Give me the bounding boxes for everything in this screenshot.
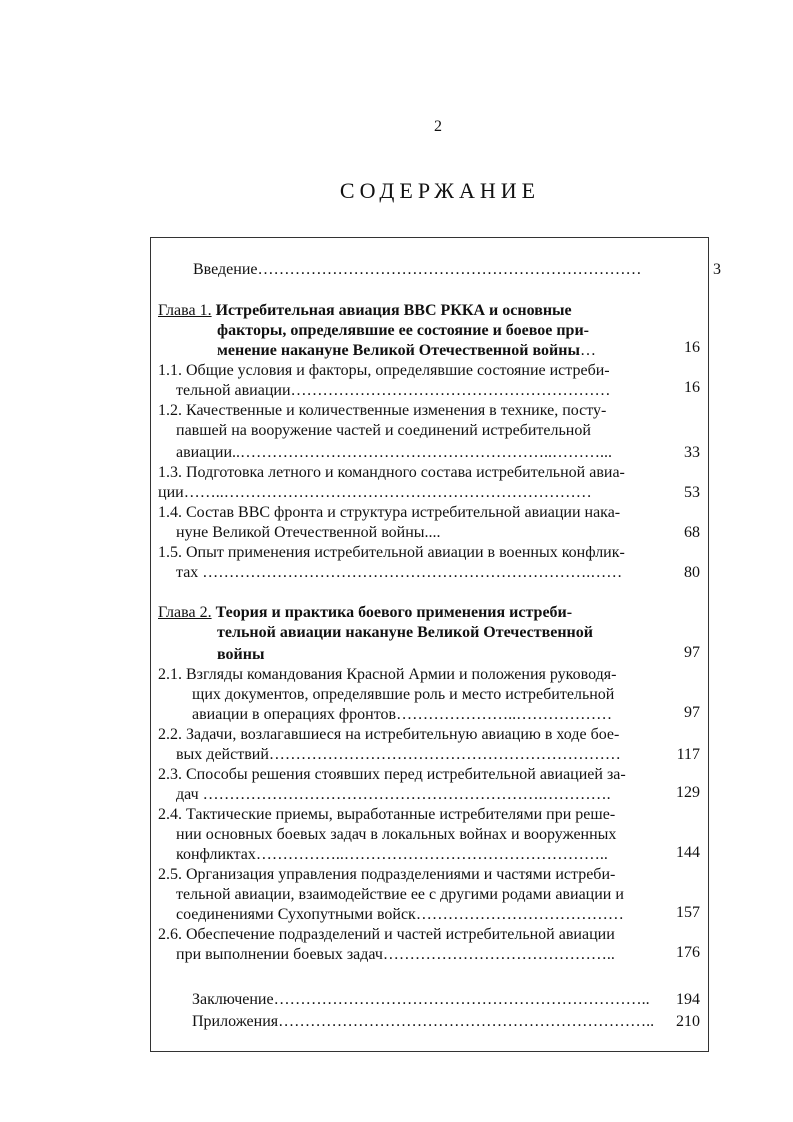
toc-page-number: 16 — [684, 379, 700, 396]
toc-entry-text: 2.5. Организация управления подразделениями и частями истреби- — [158, 866, 616, 883]
toc-entry-text: нуне Великой Отечественной войны.... — [176, 524, 441, 541]
toc-entry-text: дач ……………………………………………………….…………. — [176, 786, 611, 803]
chapter-label: Глава 2. — [158, 604, 212, 621]
chapter-title: тельной авиации накануне Великой Отечественной — [217, 624, 593, 641]
chapter-label: Глава 1. — [158, 302, 212, 319]
toc-page-number: 3 — [713, 261, 721, 278]
toc-entry-text: павшей на вооружение частей и соединений истребительной — [176, 422, 591, 439]
toc-page-number: 210 — [676, 1013, 700, 1030]
toc-page-number: 53 — [684, 484, 700, 501]
toc-entry-text: 1.4. Состав ВВС фронта и структура истребительной авиации нака- — [158, 504, 621, 521]
toc-entry-text: авиации..…………………………………………………..………... — [176, 444, 613, 461]
toc-entry-text: 1.1. Общие условия и факторы, определявшие состояние истреби- — [158, 362, 610, 379]
toc-entry-text: авиации в операциях фронтов…………………..……………… — [192, 706, 613, 723]
toc-page-number: 97 — [684, 644, 700, 661]
toc-entry-text: 1.2. Качественные и количественные изменения в технике, посту- — [158, 402, 607, 419]
toc-entry-text: 1.5. Опыт применения истребительной авиации в военных конфлик- — [158, 544, 625, 561]
toc-entry-text: щих документов, определявшие роль и место истребительной — [192, 686, 615, 703]
toc-page-number: 194 — [676, 991, 700, 1008]
page-title: СОДЕРЖАНИЕ — [339, 178, 541, 203]
toc-page-number: 68 — [684, 524, 700, 541]
chapter-title: факторы, определявшие ее состояние и боевое при- — [217, 322, 589, 339]
toc-entry-text: Введение……………………………………………………………… — [193, 261, 642, 278]
page-number: 2 — [434, 118, 442, 135]
toc-entry-text: вых действий………………………………………………………… — [176, 746, 621, 763]
chapter-title: менение накануне Великой Отечественной войны — [217, 342, 580, 359]
toc-entry-text: нии основных боевых задач в локальных войнах и вооруженных — [176, 826, 617, 843]
toc-entry-text: соединениями Сухопутными войск………………………………… — [176, 906, 624, 923]
toc-entry-text: 2.1. Взгляды командования Красной Армии и положения руководя- — [158, 666, 617, 683]
toc-entry-text: ции……..…………………………………………………………… — [158, 484, 592, 501]
leader-dots: … — [579, 342, 596, 359]
chapter-title: Теория и практика боевого применения истреби- — [215, 604, 573, 621]
toc-entry-text: Приложения…………………………………………………………….. — [192, 1013, 655, 1030]
toc-entry-text: 2.2. Задачи, возлагавшиеся на истребительную авиацию в ходе бое- — [158, 726, 620, 743]
toc-page-number: 176 — [676, 944, 700, 961]
toc-entry-text: 2.4. Тактические приемы, выработанные истребителями при реше- — [158, 806, 616, 823]
toc-entry-text: Заключение…………………………………………………………….. — [192, 991, 650, 1008]
toc-entry-text: 2.3. Способы решения стоявших перед истребительной авиацией за- — [158, 766, 626, 783]
toc-entry-text: 1.3. Подготовка летного и командного состава истребительной авиа- — [158, 464, 625, 481]
toc-page-number: 80 — [684, 564, 700, 581]
toc-page-number: 33 — [684, 444, 700, 461]
toc-page-number: 157 — [676, 904, 700, 921]
toc-entry-text: конфликтах……………..………………………………………….. — [176, 846, 608, 863]
toc-page-number: 97 — [684, 704, 700, 721]
toc-entry-text: тельной авиации, взаимодействие ее с другими родами авиации и — [176, 886, 624, 903]
toc-entry-text: при выполнении боевых задач…………………………………….. — [176, 946, 615, 963]
chapter-title: Истребительная авиация ВВС РККА и основные — [215, 302, 572, 319]
toc-page-number: 117 — [676, 746, 700, 763]
toc-page-number: 144 — [676, 844, 700, 861]
chapter-title: войны — [217, 646, 265, 663]
toc-page-number: 129 — [676, 784, 700, 801]
toc-entry-text: тельной авиации…………………………………………………… — [176, 382, 611, 399]
toc-entry-text: 2.6. Обеспечение подразделений и частей истребительной авиации — [158, 926, 615, 943]
toc-page-number: 16 — [684, 339, 700, 356]
toc-entry-text: тах ……………………………………………………………….…… — [176, 564, 623, 581]
